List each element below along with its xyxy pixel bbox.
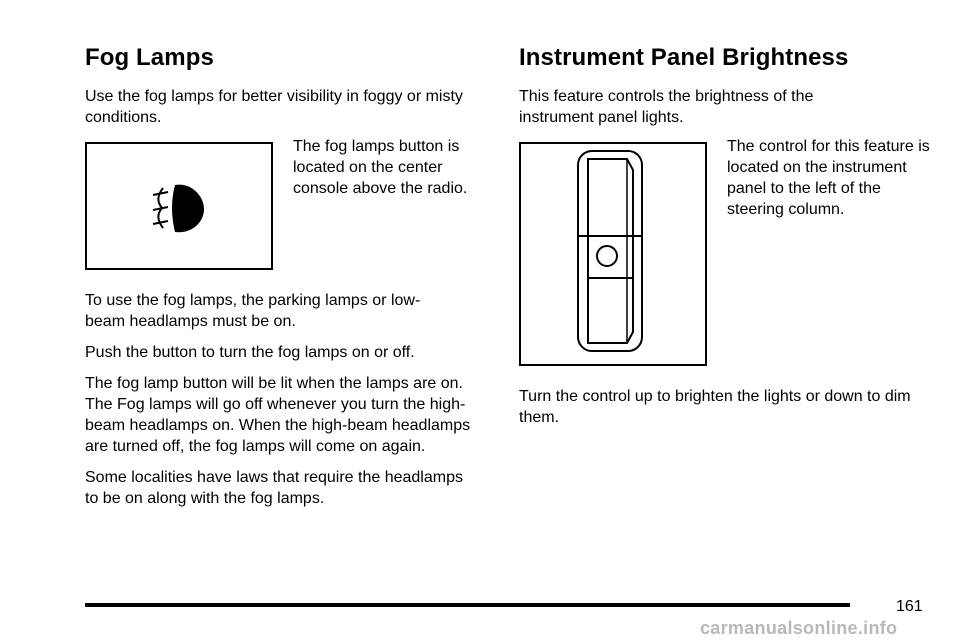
page-number: 161 (896, 598, 923, 615)
brightness-figure (519, 142, 707, 366)
brightness-heading: Instrument Panel Brightness (519, 44, 849, 71)
brightness-figure-caption: The control for this feature is located on the instrument panel to the left of the steering column. (727, 138, 930, 218)
brightness-paragraph: Turn the control up to brighten the lights or down to dim them. (519, 388, 911, 426)
fog-lamps-paragraph: The fog lamp button will be lit when the lamps are on. The Fog lamps will go off whenever you turn the high-beam headlamps on. When the high-beam headlamps are turned off, the fog lamps will come on again. (85, 375, 471, 455)
fog-lamps-paragraph: Some localities have laws that require the headlamps to be on along with the fog lamps. (85, 469, 463, 507)
watermark: carmanualsonline.info (700, 618, 898, 638)
instrument-panel-brightness-section (519, 44, 929, 438)
fog-lamps-heading: Fog Lamps (85, 44, 214, 71)
fog-lamps-figure (85, 142, 273, 270)
fog-lamps-figure-row (85, 138, 495, 270)
fog-lamps-paragraph: To use the fog lamps, the parking lamps or low-beam headlamps must be on. (85, 292, 421, 330)
fog-lamp-icon (87, 144, 271, 268)
brightness-figure-row (519, 138, 930, 366)
fog-lamps-paragraph: Push the button to turn the fog lamps on or off. (85, 344, 415, 361)
brightness-control-icon (521, 144, 705, 364)
fog-lamps-figure-caption: The fog lamps button is located on the center console above the radio. (293, 138, 468, 197)
brightness-intro: This feature controls the brightness of the instrument panel lights. (519, 88, 814, 126)
footer-rule (85, 603, 850, 607)
fog-lamps-section (85, 44, 495, 519)
fog-lamps-intro: Use the fog lamps for better visibility in foggy or misty conditions. (85, 88, 463, 126)
